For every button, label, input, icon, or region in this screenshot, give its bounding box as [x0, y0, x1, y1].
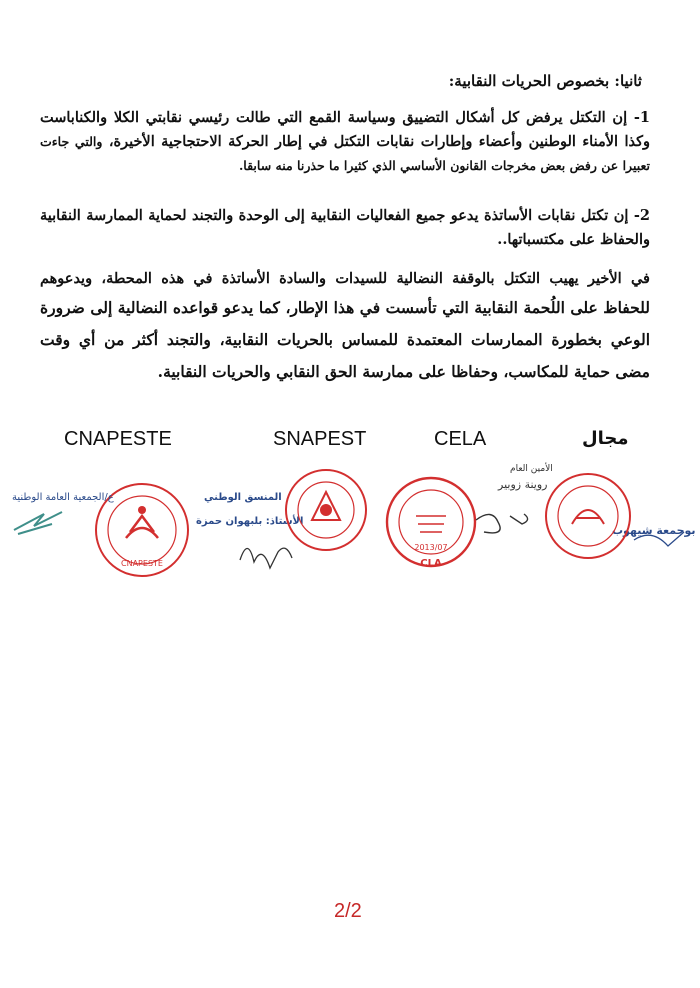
- union-majal: مجال: [582, 428, 629, 449]
- snapest-name: الأستاذ: بلبهوان حمزة: [196, 516, 304, 527]
- section-heading: ثانيا: بخصوص الحريات النقابية:: [448, 72, 642, 90]
- majal-name: روينة زوبير: [498, 478, 548, 491]
- union-snapest: SNAPEST: [273, 428, 367, 450]
- cnapeste-stamp-text: CNAPESTE: [121, 559, 163, 568]
- paragraph-1-note: والتي جاءت تعبيرا عن رفض بعض مخرجات القانون الأساسي الذي كثيرا ما حذرنا منه سابقا.: [40, 134, 650, 173]
- union-cela: CELA: [434, 428, 487, 450]
- cela-stamp-text: CLA: [420, 558, 442, 569]
- paragraph-1-main: 1- إن التكتل يرفض كل أشكال التضييق وسياسة القمع التي طالت رئيسي نقابتي الكلا والكناباست وكذا الأمناء الوطنين وأعضاء وإطارات نقابات التكتل في إطار الحركة الاحتجاجية الأخيرة،: [40, 109, 650, 150]
- paragraph-3-rest: للحفاظ على اللُحمة النقابية التي تأسست في هذا الإطار، كما يدعو قواعده النضالية إلى ضرورة الوعي بخطورة الممارسات المعتمدة للمساس بالحريات النقابية، والتجند أكثر من أي وقت مضى حماية للمكاسب، وحفاظا على ممارسة الحق النقابي والحريات النقابية.: [40, 298, 650, 381]
- cela-year: 2013/07: [414, 543, 448, 552]
- snapest-title: المنسق الوطني: [204, 492, 282, 503]
- union-names-row: [0, 428, 700, 454]
- majal-stamp-graphic: [462, 462, 698, 590]
- majal-last-name: بوجمعة شيهوب: [612, 524, 696, 537]
- paragraph-2: 2- إن تكتل نقابات الأساتذة يدعو جميع الفعاليات النقابية إلى الوحدة والتجند لحماية الممارسة النقابية والحفاظ على مكتسباتها..: [40, 207, 650, 248]
- paragraph-1: [40, 106, 650, 178]
- signature-stamp-area: [0, 456, 700, 596]
- paragraph-3: [40, 266, 650, 388]
- snapest-signature-block: [196, 464, 376, 596]
- snapest-stamp-graphic: [196, 464, 376, 596]
- majal-signature-block: [462, 462, 698, 590]
- cnapeste-signature-block: [4, 468, 204, 588]
- cnapeste-label: ع/الجمعية العامة الوطنية: [12, 492, 114, 503]
- union-cnapeste: CNAPESTE: [64, 428, 172, 450]
- page-number: 2/2: [334, 900, 362, 922]
- majal-title: الأمين العام: [510, 464, 553, 474]
- paragraph-3-first-line: في الأخير يهيب التكتل بالوقفة النضالية للسيدات والسادة الأساتذة في هذه المحطة، ويدعوهم: [40, 270, 650, 287]
- cnapeste-stamp-graphic: [4, 468, 204, 588]
